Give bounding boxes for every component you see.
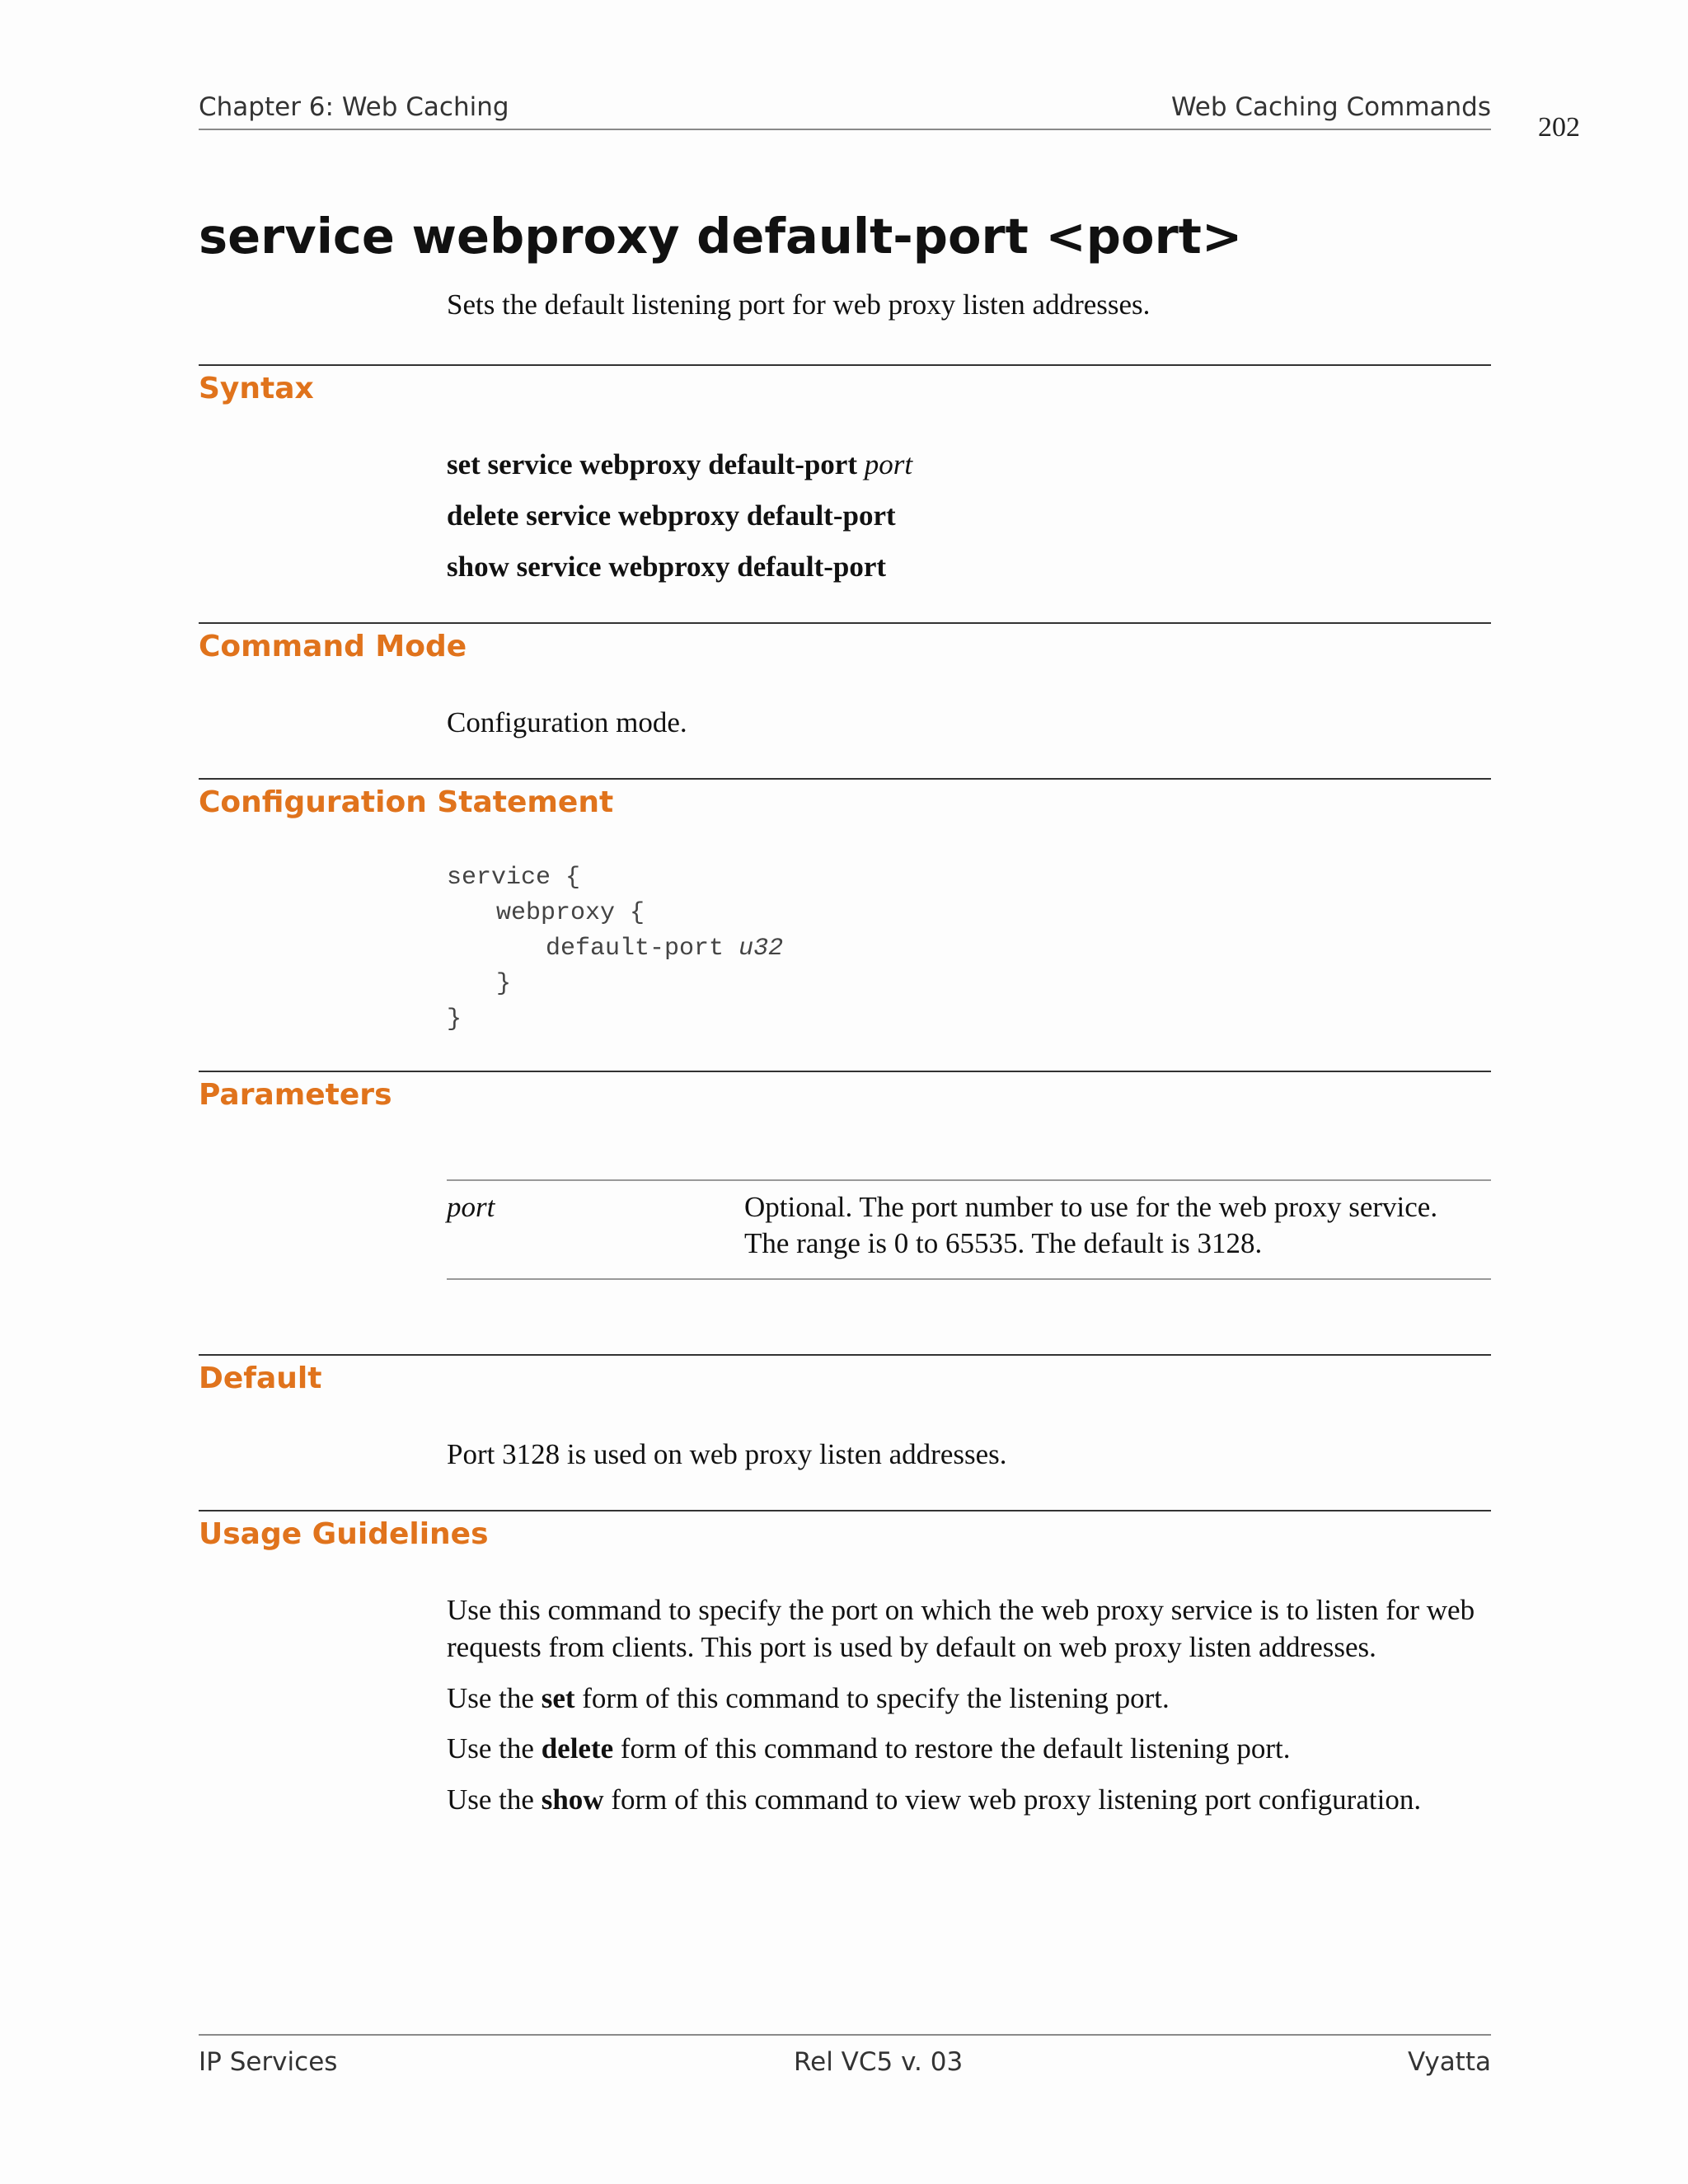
usage-item-show	[447, 1781, 1421, 1818]
syntax-delete-command: delete service webproxy default-port	[447, 499, 896, 532]
usage-item-keyword: delete	[541, 1732, 614, 1765]
section-divider	[199, 364, 1491, 366]
page-number: 202	[1538, 112, 1580, 143]
section-divider	[199, 778, 1491, 780]
default-heading: Default	[199, 1361, 322, 1395]
usage-guidelines-heading: Usage Guidelines	[199, 1517, 489, 1551]
usage-item-set	[447, 1680, 1170, 1717]
config-keyword: default-port	[546, 935, 724, 963]
section-divider	[199, 1071, 1491, 1072]
footer-center: Rel VC5 v. 03	[794, 2047, 964, 2077]
usage-intro-line: Use this command to specify the port on which the web proxy service is to listen for web	[447, 1594, 1475, 1626]
usage-item-prefix: Use the	[447, 1682, 542, 1714]
usage-item-suffix: form of this command to specify the listening port.	[574, 1682, 1170, 1714]
parameter-table-bottom-rule	[447, 1278, 1491, 1280]
section-label: Web Caching Commands	[1170, 92, 1491, 122]
parameters-heading: Parameters	[199, 1078, 392, 1112]
parameter-name	[447, 1188, 495, 1226]
usage-item-prefix: Use the	[447, 1732, 542, 1765]
parameter-description-line: Optional. The port number to use for the web proxy service.	[744, 1191, 1438, 1223]
footer-left: IP Services	[199, 2047, 338, 2077]
usage-item-suffix: form of this command to view web proxy listening port configuration.	[603, 1783, 1422, 1816]
parameter-name-text: port	[447, 1191, 495, 1223]
footer-rule	[199, 2034, 1491, 2036]
command-description: Sets the default listening port for web proxy listen addresses.	[447, 288, 1151, 321]
syntax-heading: Syntax	[199, 372, 314, 405]
config-value-type: u32	[738, 935, 784, 963]
usage-item-keyword: show	[541, 1783, 604, 1816]
parameter-table-top-rule	[447, 1179, 1491, 1181]
configuration-statement-heading: Configuration Statement	[199, 785, 614, 819]
section-divider	[199, 1354, 1491, 1356]
syntax-set-command	[447, 446, 912, 483]
running-header	[199, 92, 1491, 130]
config-line: }	[496, 970, 512, 998]
command-mode-heading: Command Mode	[199, 630, 467, 663]
usage-item-prefix: Use the	[447, 1783, 542, 1816]
config-line: webproxy {	[496, 899, 645, 927]
command-mode-text: Configuration mode.	[447, 706, 687, 738]
syntax-command-arg: port	[864, 448, 913, 480]
config-line	[546, 935, 783, 963]
syntax-command-text: set service webproxy default-port	[447, 448, 857, 480]
section-divider	[199, 622, 1491, 624]
chapter-label: Chapter 6: Web Caching	[199, 92, 509, 122]
parameter-description-line: The range is 0 to 65535. The default is 3128.	[744, 1227, 1263, 1259]
usage-item-keyword: set	[541, 1682, 575, 1714]
default-text: Port 3128 is used on web proxy listen addresses.	[447, 1438, 1007, 1470]
usage-intro-line: requests from clients. This port is used by default on web proxy listen addresses.	[447, 1631, 1376, 1663]
usage-item-suffix: form of this command to restore the default listening port.	[613, 1732, 1291, 1765]
page-title: service webproxy default-port <port>	[199, 208, 1243, 265]
config-line: }	[447, 1005, 462, 1033]
usage-item-delete	[447, 1730, 1291, 1767]
footer-right: Vyatta	[1407, 2047, 1491, 2077]
config-line: service {	[447, 864, 581, 892]
syntax-show-command: show service webproxy default-port	[447, 551, 887, 583]
section-divider	[199, 1510, 1491, 1511]
